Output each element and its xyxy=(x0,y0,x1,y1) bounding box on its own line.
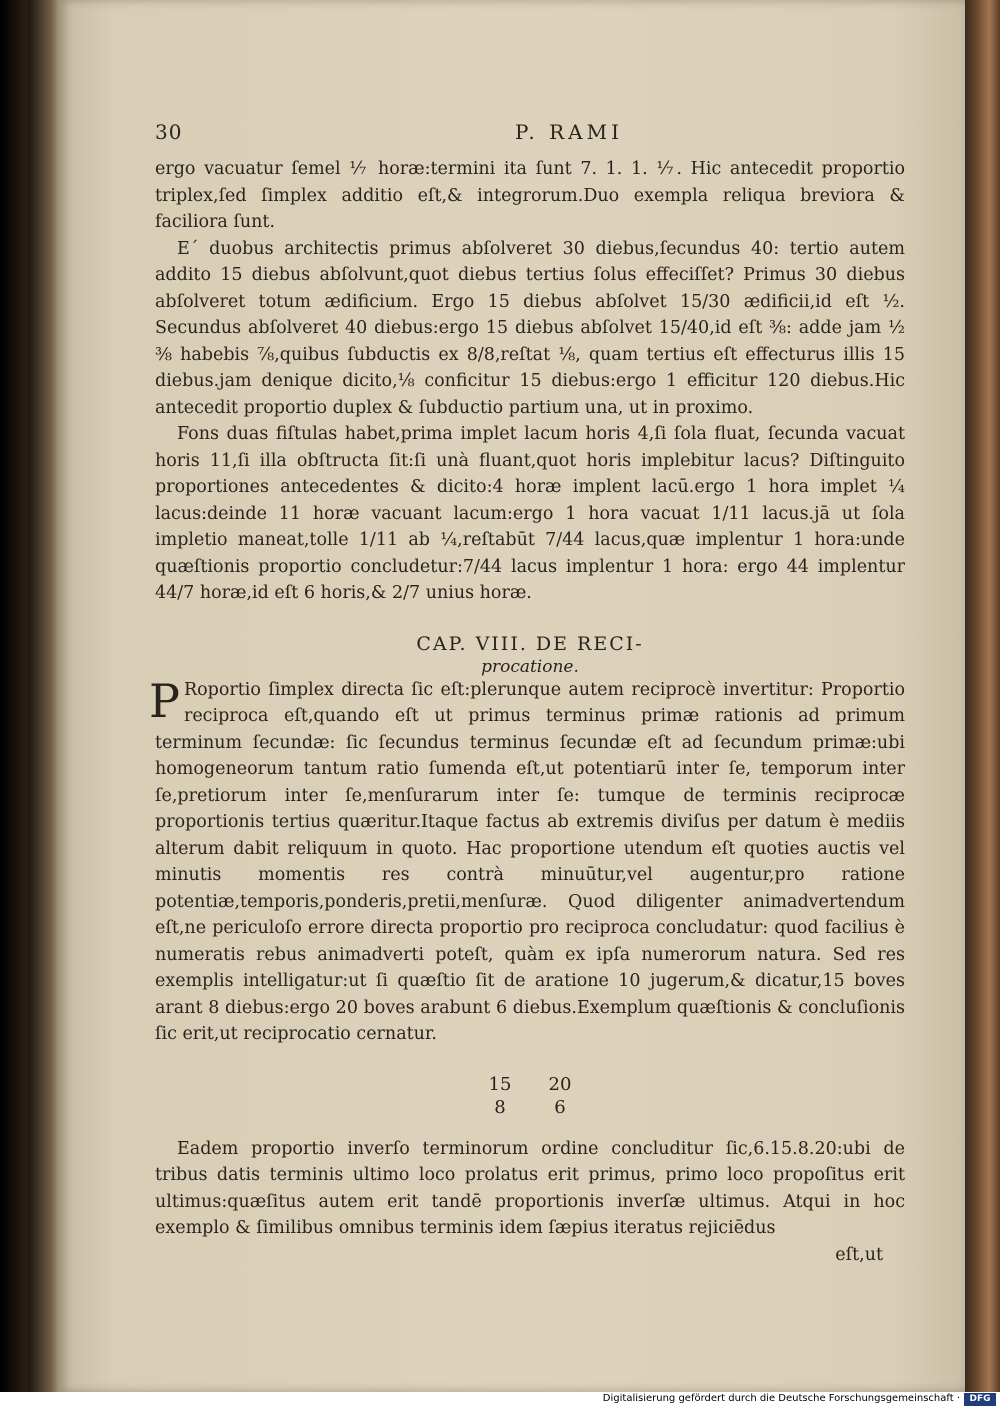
paragraph-1: ergo vacuatur ſemel ⅐ horæ:termini ita ſunt 7. 1. 1. ⅐. Hic antecedit proportio triplex,ſed ſimplex additio eſt,& integrorum.Duo exempla reliqua breviora & faciliora ſunt. xyxy=(155,159,905,232)
footer-bar xyxy=(0,1392,1000,1408)
running-title: P. RAMI xyxy=(515,120,623,144)
page-text-block xyxy=(149,120,905,1268)
number-cell: 6 xyxy=(554,1096,566,1118)
book-spine-shadow xyxy=(0,0,28,1392)
dfg-logo: DFG xyxy=(964,1393,996,1406)
page-number: 30 xyxy=(155,120,183,144)
chapter-heading xyxy=(155,633,905,677)
funding-notice: Digitalisierung gefördert durch die Deutsche Forschungsgemeinschaft · xyxy=(602,1393,960,1404)
book-edge xyxy=(965,0,1000,1392)
drop-capital: P xyxy=(149,673,180,728)
paragraph-3: Fons duas fiſtulas habet,prima implet lacum horis 4,ſi ſola fluat, ſecunda vacuat horis 11,ſi illa obſtructa ſit:ſi unà fluant,quot horis implebitur lacus? Diſtinguito proportiones antecedentes & dicito:4 horæ implent lacū.ergo 1 hora implet ¼ lacus:deinde 11 horæ vacuant lacum:ergo 1 hora vacuat 1/11 lacus.jā ut ſola impletio maneat,tolle 1/11 ab ¼,reſtabūt 7/44 lacus,quæ implentur 1 hora:unde quæſtionis proportio concludetur:7/44 lacus implentur 1 hora: ergo 44 implentur 44/7 horæ,id eſt 6 horis,& 2/7 unius horæ. xyxy=(155,424,905,603)
chapter-title: CAP. VIII. DE RECI- xyxy=(416,632,644,655)
number-cell: 8 xyxy=(494,1096,506,1118)
page-gutter-shadow xyxy=(28,0,60,1392)
running-head xyxy=(155,120,905,156)
paragraph-2: E´ duobus architectis primus abſolveret 30 diebus,ſecundus 40: tertio autem addito 15 diebus abſolvunt,quot diebus tertius ſolus effeciſſet? Primus 30 diebus abſolveret totum ædificium. Ergo 15 diebus abſolvet 15/30 ædificii,id eſt ½. Secundus abſolveret 40 diebus:ergo 15 diebus abſolvet 15/40,id eſt ⅜: adde jam ½ ⅜ habebis ⅞,quibus ſubductis ex 8/8,reſtat ⅛, quam tertius eſt effecturus illis 15 diebus.jam denique dicito,⅛ conficitur 15 diebus:ergo 1 efficitur 120 diebus.Hic antecedit proportio duplex & ſubductio partium una, ut in proximo. xyxy=(155,238,905,418)
chapter-subtitle: procatione. xyxy=(481,656,579,677)
chapter-paragraph-text: Roportio ſimplex directa ſic eſt:plerunque autem reciprocè invertitur: Proportio reciproca eſt,quando eſt ut primus terminus primæ rationis ad primum terminum ſecundæ: ſic ſecundus terminus ſecundæ eſt ad ſecundum primæ:ubi homogeneorum tantum ratio ſumenda eſt,ut potentiarū inter ſe, temporum inter ſe,pretiorum inter ſe,menſurarum inter ſe: tumque de terminis reciprocæ proportionis tertius quæritur.Itaque factus ab extremis diviſus per datum è mediis alterum dabit reliquum in quoto. Hac proportione utendum eſt quoties auctis vel minutis momentis res contrà minuūtur,vel augentur,pro ratione potentiæ,temporis,ponderis,pretii,menſuræ. Quod diligenter animadvertendum eſt,ne periculoſo errore directa proportio pro reciproca concludatur: quod facilius è numeratis rebus animadverti poteſt, quàm ex ipſa numerorum natura. Sed res exemplis intelligatur:ut ſi quæſtio ſit de aratione 10 jugerum,& dicatur,15 boves arant 8 diebus:ergo 20 boves arabunt 6 diebus.Exemplum quæſtionis & concluſionis ſic erit,ut reciprocatio cernatur. xyxy=(155,679,905,1044)
proportion-example xyxy=(470,1074,590,1118)
catchword: eſt,ut xyxy=(835,1244,883,1265)
number-cell: 15 xyxy=(488,1073,512,1095)
paragraph-final: Eadem proportio inverſo terminorum ordine concluditur ſic,6.15.8.20:ubi de tribus datis terminis ultimo loco prolatus erit primus, primo loco propoſitus erit ultimus:quæſitus autem erit tandē proportionis inverſæ ultimus. Atqui in hoc exemplo & ſimilibus omnibus terminis idem ſæpius iteratus rejiciēdus xyxy=(155,1138,905,1238)
number-cell: 20 xyxy=(548,1073,572,1095)
chapter-paragraph xyxy=(149,673,905,1048)
